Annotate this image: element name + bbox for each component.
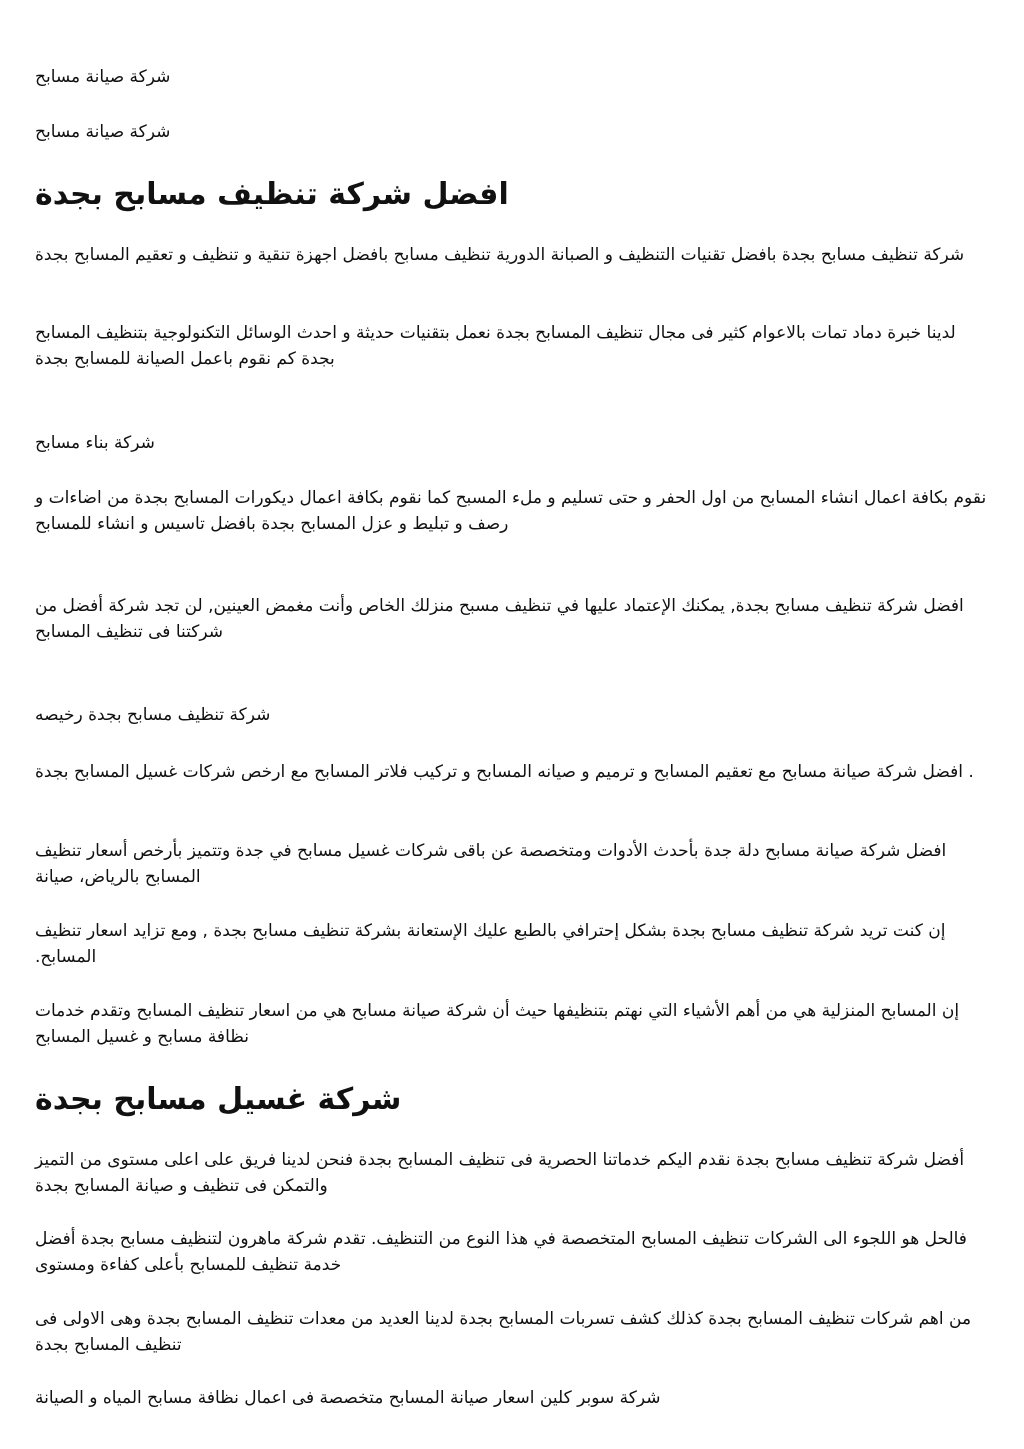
- heading-pool-washing-jeddah: شركة غسيل مسابح بجدة: [35, 1082, 402, 1117]
- paragraph-10: افضل شركة صيانة مسابح دلة جدة بأحدث الأدوات ومتخصصة عن باقى شركات غسيل مسابح في جدة وتتميز بأرخص أسعار تنظيف المسابح بالرياض، صيانة: [35, 841, 947, 887]
- paragraph-15: من اهم شركات تنظيف المسابح بجدة كذلك كشف تسربات المسابح بجدة لدينا العديد من معدات تنظيف المسابح بجدة وهى الاولى فى تنظيف المسابح بجدة: [35, 1309, 972, 1355]
- paragraph-11: إن كنت تريد شركة تنظيف مسابح بجدة بشكل إحترافي بالطبع عليك الإستعانة بشركة تنظيف مسابح بجدة , ومع تزايد اسعار تنظيف المسابح.: [35, 921, 946, 967]
- paragraph-7: افضل شركة تنظيف مسابح بجدة, يمكنك الإعتماد عليها في تنظيف مسبح منزلك الخاص وأنت مغمض العينين, لن تجد شركة أفضل من شركتنا فى تنظيف المسابح: [35, 596, 964, 642]
- paragraph-16: شركة سوبر كلين اسعار صيانة المسابح متخصصة فى اعمال نظافة مسابح المياه و الصيانة: [35, 1388, 661, 1408]
- paragraph-5: شركة بناء مسابح: [35, 433, 155, 453]
- paragraph-14: فالحل هو اللجوء الى الشركات تنظيف المسابح المتخصصة في هذا النوع من التنظيف. تقدم شركة ماهرون لتنظيف مسابح بجدة أفضل خدمة تنظيف للمسابح بأعلى كفاءة ومستوى: [35, 1229, 967, 1275]
- paragraph-6: نقوم بكافة اعمال انشاء المسابح من اول الحفر و حتى تسليم و ملء المسبح كما نقوم بكافة اعمال ديكورات المسابح بجدة من اضاءات و رصف و تبليط و عزل المسابح بجدة بافضل تاسيس و انشاء للمسابح: [35, 488, 987, 534]
- paragraph-12: إن المسابح المنزلية هي من أهم الأشياء التي نهتم بتنظيفها حيث أن شركة صيانة مسابح هي من اسعار تنظيف المسابح وتقدم خدمات نظافة مسابح و غسيل المسابح: [35, 1001, 960, 1047]
- paragraph-9: . افضل شركة صيانة مسابح مع تعقيم المسابح و ترميم و صيانه المسابح و تركيب فلاتر المسابح مع ارخص شركات غسيل المسابح بجدة: [35, 762, 974, 782]
- paragraph-2: شركة صيانة مسابح: [35, 122, 171, 142]
- paragraph-1: شركة صيانة مسابح: [35, 67, 171, 87]
- heading-best-pool-cleaning-jeddah: افضل شركة تنظيف مسابح بجدة: [35, 177, 509, 212]
- paragraph-8: شركة تنظيف مسابح بجدة رخيصه: [35, 705, 271, 725]
- paragraph-3: شركة تنظيف مسابح بجدة بافضل تقنيات التنظيف و الصبانة الدورية تنظيف مسابح بافضل اجهزة تنقية و تنظيف و تعقيم المسابح بجدة: [35, 245, 965, 265]
- paragraph-4: لدينا خبرة دماد تمات بالاعوام كثير فى مجال تنظيف المسابح بجدة نعمل بتقنيات حديثة و احدث الوسائل التكنولوجية بتنظيف المسابح بجدة كم نقوم باعمل الصيانة للمسابح بجدة: [35, 323, 956, 369]
- paragraph-13: أفضل شركة تنظيف مسابح بجدة نقدم اليكم خدماتنا الحصرية فى تنظيف المسابح بجدة فنحن لدينا فريق على اعلى مستوى من التميز والتمكن فى تنظيف و صيانة المسابح بجدة: [35, 1150, 965, 1196]
